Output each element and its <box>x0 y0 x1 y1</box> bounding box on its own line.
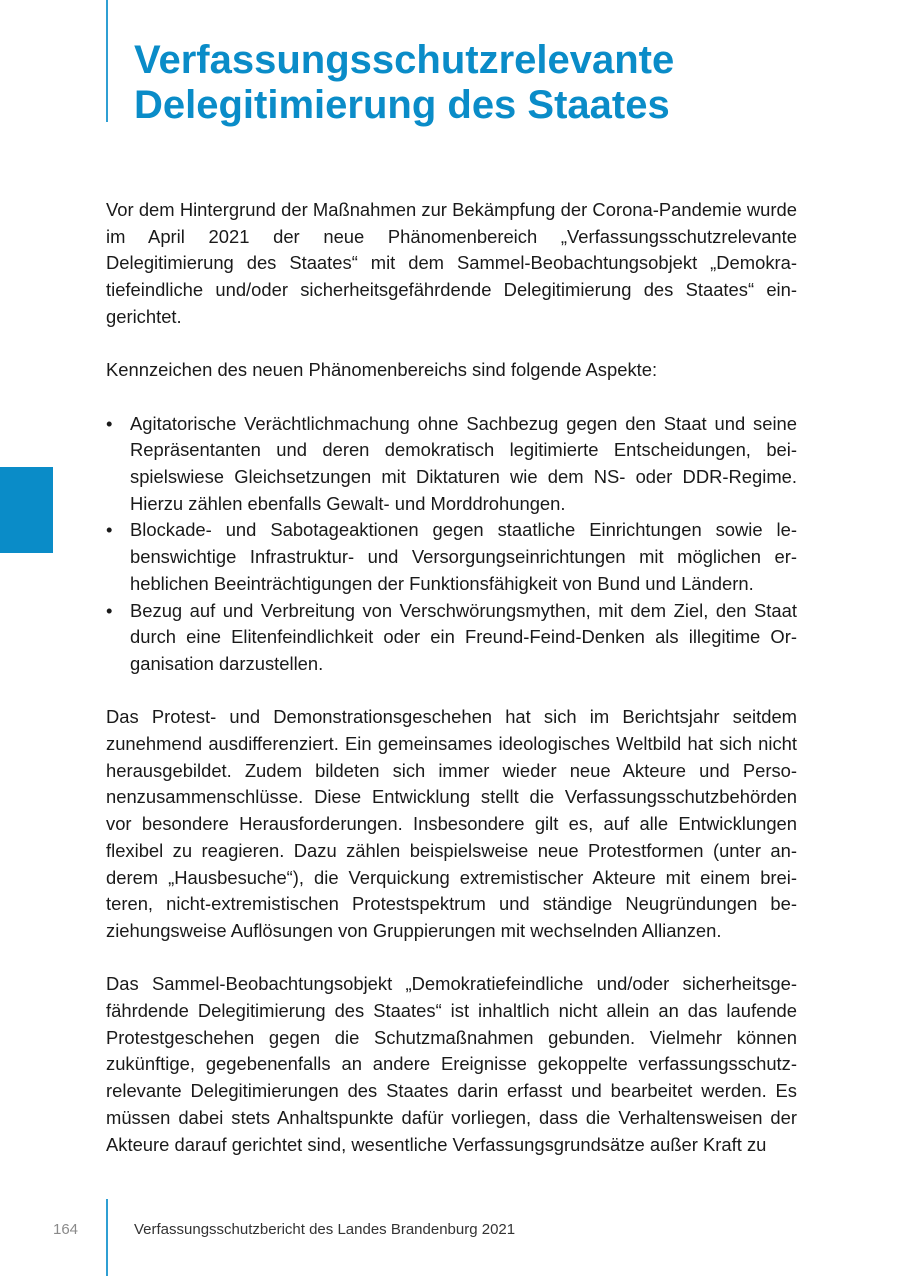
page-number: 164 <box>53 1221 79 1238</box>
protest-paragraph: Das Protest- und Demonstrationsgeschehen hat sich im Berichtsjahr seitdem zunehmend ausdifferenziert. Ein gemeinsames ideologisches Weltbild hat sich nicht herausgebildet. Zudem bildeten sich immer wieder neue Akteure und Personenzusammenschlüsse. Diese Entwicklung stellt die Verfassungsschutzbehörden vor besondere Herausforderungen. Insbesondere gilt es, auf alle Entwicklungen flexibel zu reagieren. Dazu zählen beispielsweise neue Protestformen (unter anderem „Hausbesuche“), die Verquickung extremistischer Akteure mit einem breiteren, nicht-extremistischen Protestspektrum und ständige Neugründungen beziehungsweise Auflösungen von Gruppierungen mit wechselnden Allianzen. <box>106 706 797 941</box>
list-item <box>106 411 797 518</box>
list-item-text: Agitatorische Verächtlichmachung ohne Sachbezug gegen den Staat und seine Repräsentanten und deren demokratisch legitimierte Entscheidungen, beispielswiese Gleichsetzungen mit Diktaturen wie dem NS- oder DDR-Regime. Hierzu zählen ebenfalls Gewalt- und Morddrohungen. <box>130 412 797 514</box>
chapter-marker-tab <box>0 467 53 553</box>
list-item-text: Bezug auf und Verbreitung von Verschwörungsmythen, mit dem Ziel, den Staat durch eine Elitenfeindlichkeit oder ein Freund-Feind-Denken als illegitime Organisation darzustellen. <box>130 599 797 674</box>
list-item-text: Blockade- und Sabotageaktionen gegen staatliche Einrichtungen sowie lebenswichtige Infrastruktur- und Versorgungseinrichtungen mit möglichen erheblichen Beeinträchtigungen der Funktionsfähigkeit von Bund und Ländern. <box>130 519 797 594</box>
footer-divider-line <box>106 1199 108 1276</box>
page-title-line-1: Verfassungsschutzrelevante <box>134 38 675 82</box>
bullet-icon: • <box>106 599 113 621</box>
footer-report-title: Verfassungsschutzbericht des Landes Brandenburg 2021 <box>134 1221 516 1238</box>
bullet-icon: • <box>106 412 113 434</box>
page-title <box>134 38 674 128</box>
list-item <box>106 598 797 678</box>
title-divider-line <box>106 0 108 122</box>
bullet-icon: • <box>106 519 113 541</box>
aspects-list <box>106 411 797 678</box>
intro-paragraph: Vor dem Hintergrund der Maßnahmen zur Bekämpfung der Corona-Pandemie wurde im April 2021 der neue Phänomenbereich „Verfassungsschutzrelevante Delegitimierung des Staates“ mit dem Sammel-Beobachtungsobjekt „Demokratiefeindliche und/oder sicherheitsgefährdende Delegitimierung des Staates“ eingerichtet. <box>106 199 797 327</box>
body-text <box>106 197 797 1185</box>
page-title-line-2: Delegitimierung des Staates <box>134 83 670 127</box>
aspects-lead-paragraph: Kennzeichen des neuen Phänomenbereichs sind folgende Aspekte: <box>106 359 658 381</box>
collective-object-paragraph: Das Sammel-Beobachtungsobjekt „Demokratiefeindliche und/oder sicherheitsgefährdende Delegitimierung des Staates“ ist inhaltlich nicht allein an das laufende Protestgeschehen gegen die Schutzmaßnahmen gebunden. Vielmehr können zukünftige, gegebenenfalls an andere Ereignisse gekoppelte verfassungsschutzrelevante Delegitimierungen des Staates darin erfasst und bearbeitet werden. Es müssen dabei stets Anhaltspunkte dafür vorliegen, dass die Verhaltensweisen der Akteure darauf gerichtet sind, wesentliche Verfassungsgrundsätze außer Kraft zu <box>106 973 797 1155</box>
list-item <box>106 517 797 597</box>
